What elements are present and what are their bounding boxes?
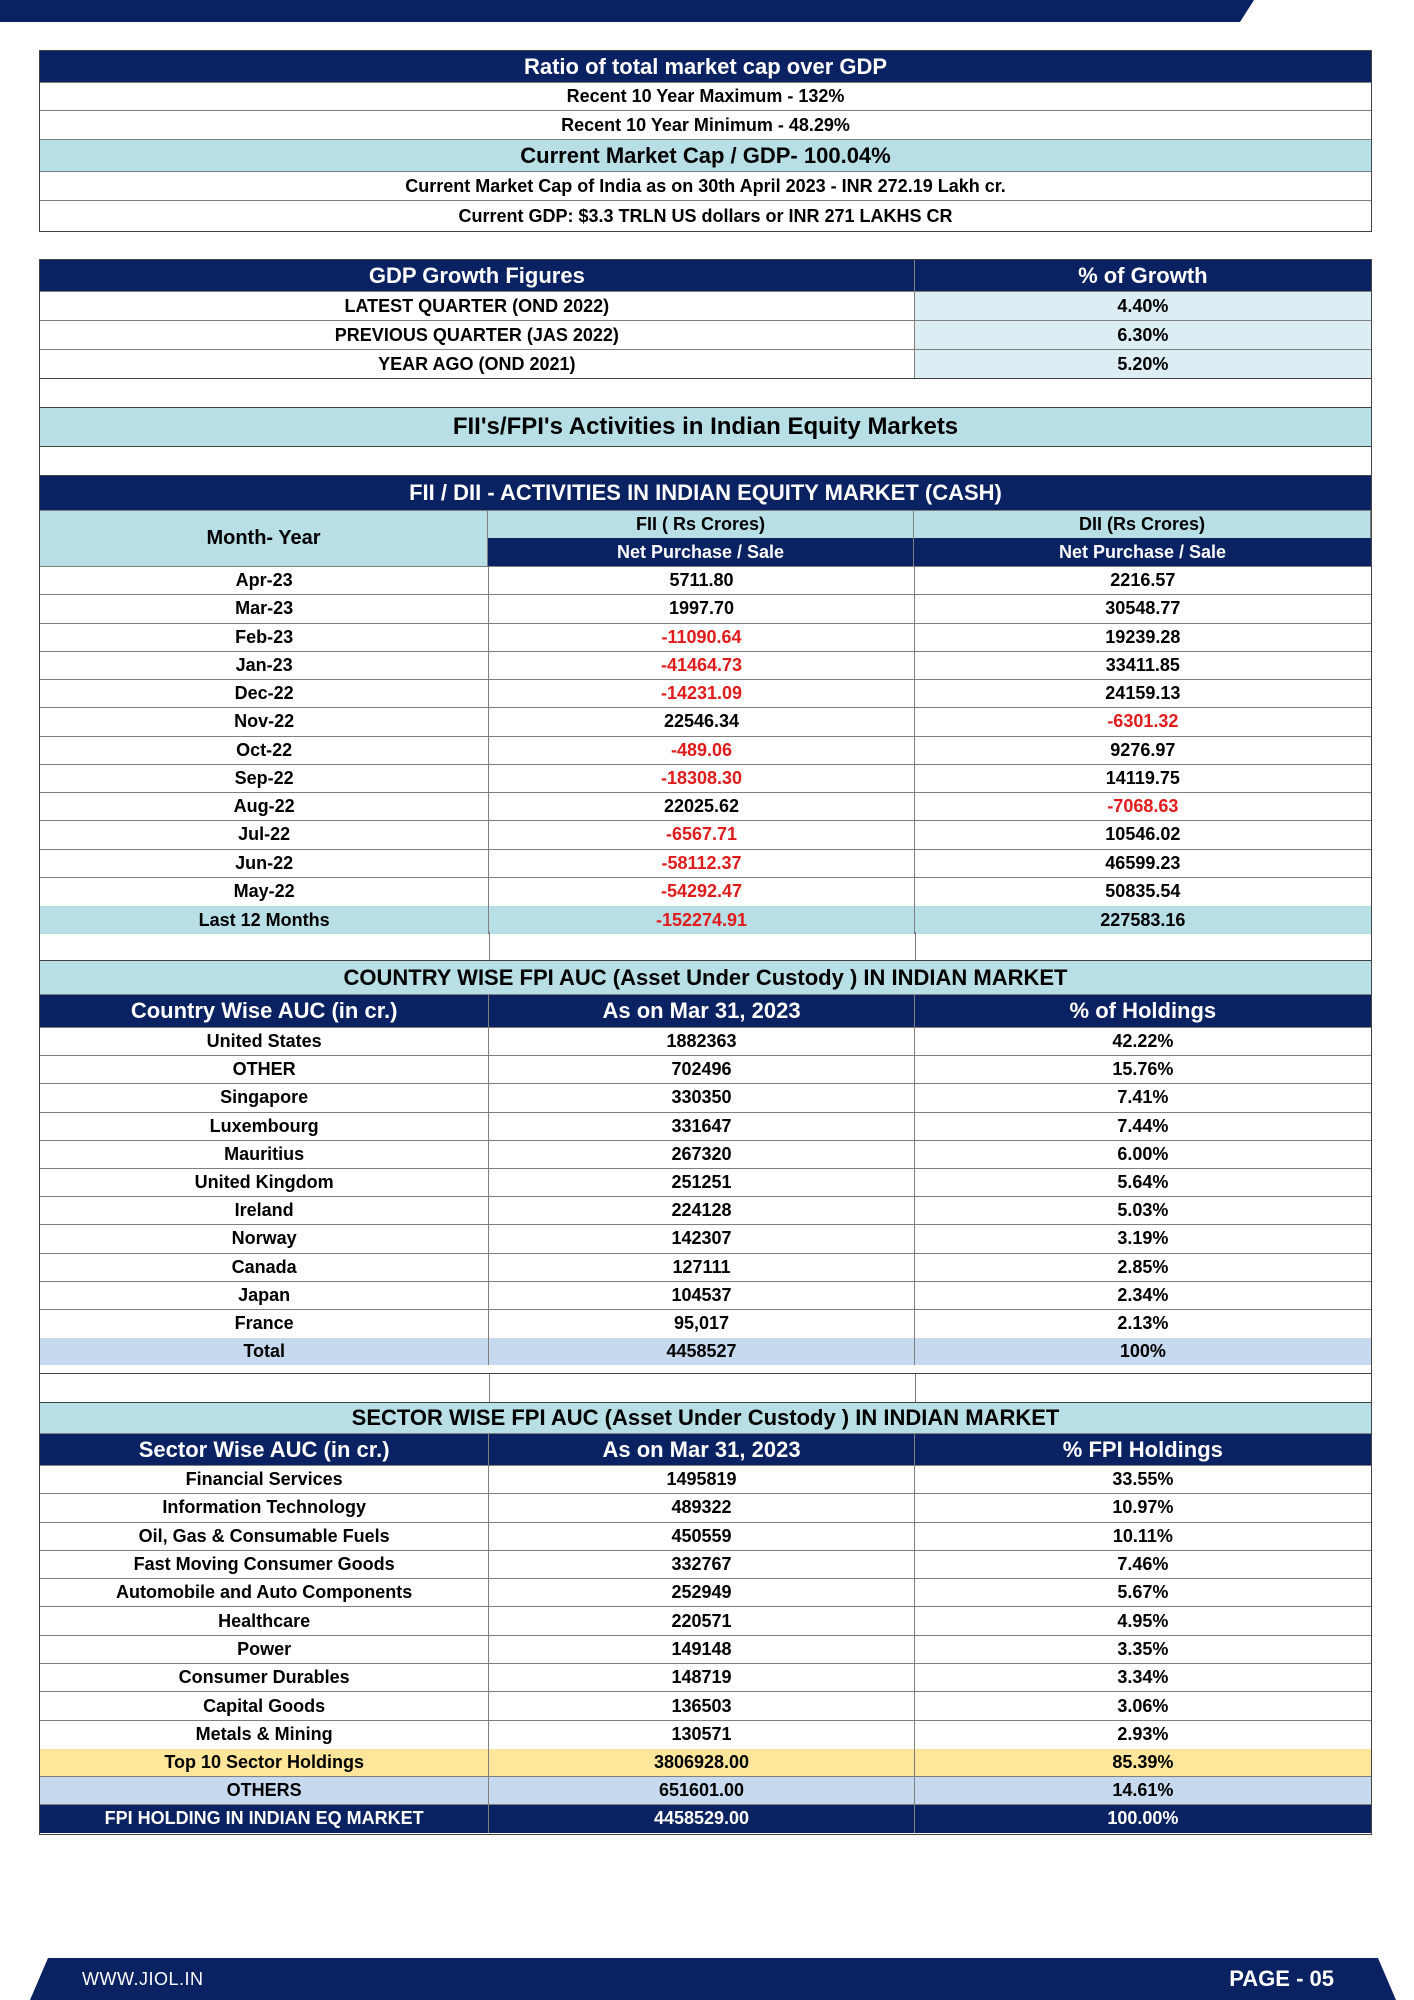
sector-name-cell: Consumer Durables — [40, 1664, 489, 1691]
fii-dii-title: FII / DII - ACTIVITIES IN INDIAN EQUITY MARKET (CASH) — [409, 480, 1002, 505]
gdp-row-value: 5.20% — [915, 350, 1371, 378]
country-name-cell: Ireland — [40, 1197, 489, 1224]
table-row — [40, 821, 1371, 849]
top10-label: Top 10 Sector Holdings — [40, 1749, 489, 1776]
sector-pct-cell: 10.11% — [1112, 1525, 1173, 1546]
sector-title: SECTOR WISE FPI AUC (Asset Under Custody ) IN INDIAN MARKET — [351, 1405, 1060, 1430]
country-name-cell: Luxembourg — [40, 1113, 489, 1140]
table-row — [40, 1494, 1371, 1522]
country-pct-cell: 6.00% — [1117, 1143, 1169, 1164]
country-pct-cell: 2.13% — [1117, 1313, 1169, 1334]
table-row — [40, 1692, 1371, 1720]
country-name-cell: France — [40, 1310, 489, 1338]
fii-value-cell: -14231.09 — [489, 680, 914, 707]
country-value-cell: 330350 — [489, 1084, 914, 1111]
gdp-row-label: LATEST QUARTER (OND 2022) — [40, 292, 915, 320]
table-row — [40, 595, 1371, 623]
month-cell: Jan-23 — [40, 652, 489, 679]
table-row — [40, 1197, 1371, 1225]
month-cell: Oct-22 — [40, 737, 489, 764]
table-row — [40, 1141, 1371, 1169]
table-row — [40, 1254, 1371, 1282]
table-row — [40, 1721, 1371, 1749]
country-name-cell: OTHER — [40, 1056, 489, 1083]
sector-auc-table — [39, 1402, 1372, 1835]
country-value-cell: 251251 — [489, 1169, 914, 1196]
table-row — [40, 652, 1371, 680]
country-value-cell: 104537 — [489, 1282, 914, 1309]
country-name-cell: Mauritius — [40, 1141, 489, 1168]
country-name-cell: Japan — [40, 1282, 489, 1309]
dii-total-value: 227583.16 — [1100, 909, 1186, 930]
fii-header: FII ( Rs Crores) — [488, 511, 913, 538]
sector-pct-header: % FPI Holdings — [1062, 1436, 1223, 1462]
current-ratio: Current Market Cap / GDP- 100.04% — [520, 142, 891, 168]
gdp-row-label: YEAR AGO (OND 2021) — [40, 350, 915, 378]
spacer-row — [39, 447, 1372, 475]
table-row — [40, 1113, 1371, 1141]
fii-value-cell: 22025.62 — [489, 793, 914, 820]
sector-value-cell: 1495819 — [489, 1466, 914, 1493]
dii-value-cell: 19239.28 — [1105, 626, 1181, 647]
dii-value-cell: 50835.54 — [1105, 881, 1181, 902]
table-row — [40, 850, 1371, 878]
footer-bar — [0, 1958, 1414, 2000]
sector-pct-cell: 4.95% — [1117, 1610, 1169, 1631]
fii-total-value: -152274.91 — [489, 906, 914, 934]
sector-pct-cell: 7.46% — [1117, 1554, 1169, 1575]
month-cell: Mar-23 — [40, 595, 489, 622]
table-row — [40, 1636, 1371, 1664]
sector-name-cell: Automobile and Auto Components — [40, 1579, 489, 1606]
fii-activities-banner — [39, 407, 1372, 447]
country-pct-cell: 5.03% — [1117, 1200, 1169, 1221]
fii-value-cell: 1997.70 — [489, 595, 914, 622]
current-market-cap: Current Market Cap of India as on 30th April 2023 - INR 272.19 Lakh cr. — [405, 175, 1006, 196]
growth-pct-header: % of Growth — [1078, 262, 1208, 288]
sector-name-cell: Oil, Gas & Consumable Fuels — [40, 1523, 489, 1550]
website-link[interactable]: WWW.JIOL.IN — [82, 1969, 204, 1989]
sector-pct-cell: 5.67% — [1117, 1582, 1169, 1603]
table-row — [40, 1225, 1371, 1253]
fii-total-label: Last 12 Months — [40, 906, 489, 934]
dii-header: DII (Rs Crores) — [914, 511, 1371, 538]
table-row — [40, 1664, 1371, 1692]
country-value-cell: 142307 — [489, 1225, 914, 1252]
country-value-cell: 331647 — [489, 1113, 914, 1140]
month-cell: Jun-22 — [40, 850, 489, 877]
sector-pct-cell: 33.55% — [1112, 1469, 1174, 1490]
sector-pct-cell: 3.06% — [1117, 1695, 1169, 1716]
country-rows — [40, 1028, 1371, 1338]
table-row — [40, 878, 1371, 906]
country-value-cell: 127111 — [489, 1254, 914, 1281]
gdp-row-label: PREVIOUS QUARTER (JAS 2022) — [40, 321, 915, 349]
fii-subheader: Net Purchase / Sale — [488, 538, 913, 566]
country-pct-header: % of Holdings — [1069, 998, 1217, 1023]
ten-year-max: Recent 10 Year Maximum - 132% — [566, 86, 845, 106]
spacer-row — [39, 1374, 1372, 1402]
gdp-growth-table — [39, 259, 1372, 379]
country-value-cell: 267320 — [489, 1141, 914, 1168]
sector-name-cell: Capital Goods — [40, 1692, 489, 1719]
month-cell: Jul-22 — [40, 821, 489, 848]
table-row — [40, 737, 1371, 765]
fii-value-cell: -58112.37 — [489, 850, 914, 877]
table-row — [40, 1607, 1371, 1635]
table-row — [40, 624, 1371, 652]
fpi-total-label: FPI HOLDING IN INDIAN EQ MARKET — [40, 1805, 489, 1833]
gdp-row-value: 6.30% — [915, 321, 1371, 349]
sector-name-cell: Metals & Mining — [40, 1721, 489, 1749]
country-name-cell: Norway — [40, 1225, 489, 1252]
fii-dii-table — [39, 475, 1372, 932]
sector-value-cell: 148719 — [489, 1664, 914, 1691]
table-row — [40, 1028, 1371, 1056]
dii-value-cell: 10546.02 — [1105, 824, 1181, 845]
dii-value-cell: 33411.85 — [1105, 654, 1180, 675]
month-cell: Dec-22 — [40, 680, 489, 707]
others-label: OTHERS — [40, 1777, 489, 1804]
country-value-cell: 1882363 — [489, 1028, 914, 1055]
sector-value-cell: 332767 — [489, 1551, 914, 1578]
sector-rows — [40, 1466, 1371, 1749]
country-pct-cell: 7.44% — [1117, 1115, 1169, 1136]
sector-value-cell: 130571 — [489, 1721, 914, 1749]
ten-year-min: Recent 10 Year Minimum - 48.29% — [561, 114, 850, 135]
country-pct-cell: 5.64% — [1117, 1172, 1169, 1193]
country-pct-cell: 2.85% — [1117, 1256, 1169, 1277]
sector-name-cell: Financial Services — [40, 1466, 489, 1493]
sector-name-cell: Fast Moving Consumer Goods — [40, 1551, 489, 1578]
table-row — [40, 1523, 1371, 1551]
table-row — [40, 680, 1371, 708]
table-row — [40, 1084, 1371, 1112]
table-row — [40, 1056, 1371, 1084]
month-year-header: Month- Year — [40, 511, 488, 566]
table-row — [40, 1579, 1371, 1607]
others-value: 651601.00 — [489, 1777, 914, 1804]
table-row — [40, 1551, 1371, 1579]
country-total-pct: 100% — [1119, 1341, 1166, 1362]
country-total-value: 4458527 — [489, 1338, 914, 1365]
fii-value-cell: -6567.71 — [489, 821, 914, 848]
dii-value-cell: 30548.77 — [1105, 598, 1181, 619]
dii-value-cell: 24159.13 — [1105, 683, 1181, 704]
sector-name-cell: Healthcare — [40, 1607, 489, 1634]
sector-value-cell: 220571 — [489, 1607, 914, 1634]
gdp-row-value: 4.40% — [915, 292, 1371, 320]
table-row — [40, 1282, 1371, 1310]
country-pct-cell: 15.76% — [1112, 1059, 1174, 1080]
sector-value-cell: 252949 — [489, 1579, 914, 1606]
dii-value-cell: 2216.57 — [1110, 570, 1176, 591]
country-value-cell: 224128 — [489, 1197, 914, 1224]
country-value-header: As on Mar 31, 2023 — [489, 995, 914, 1027]
table-row — [40, 567, 1371, 595]
country-total-label: Total — [40, 1338, 489, 1365]
country-col-header: Country Wise AUC (in cr.) — [40, 995, 489, 1027]
market-cap-gdp-table — [39, 50, 1372, 232]
fpi-total-pct: 100.00% — [1107, 1808, 1179, 1829]
dii-value-cell: 14119.75 — [1105, 767, 1180, 788]
fii-banner-text: FII's/FPI's Activities in Indian Equity Markets — [452, 413, 959, 440]
sector-value-header: As on Mar 31, 2023 — [489, 1434, 914, 1465]
table-row — [40, 1466, 1371, 1494]
dii-value-cell: 9276.97 — [1110, 739, 1176, 760]
country-pct-cell: 3.19% — [1117, 1228, 1169, 1249]
month-cell: Apr-23 — [40, 567, 489, 594]
sector-pct-cell: 2.93% — [1117, 1724, 1169, 1745]
fii-value-cell: -11090.64 — [489, 624, 914, 651]
country-name-cell: Singapore — [40, 1084, 489, 1111]
country-pct-cell: 7.41% — [1117, 1087, 1169, 1108]
sector-pct-cell: 3.35% — [1117, 1638, 1169, 1659]
spacer-row — [39, 932, 1372, 960]
fii-value-cell: -18308.30 — [489, 765, 914, 792]
country-pct-cell: 2.34% — [1117, 1284, 1169, 1305]
fii-value-cell: -41464.73 — [489, 652, 914, 679]
month-cell: Nov-22 — [40, 708, 489, 735]
sector-pct-cell: 3.34% — [1117, 1667, 1169, 1688]
top-banner-bar — [0, 0, 1414, 22]
country-value-cell: 702496 — [489, 1056, 914, 1083]
month-cell: Aug-22 — [40, 793, 489, 820]
table-row — [40, 1169, 1371, 1197]
table-row — [40, 793, 1371, 821]
month-cell: Feb-23 — [40, 624, 489, 651]
fii-value-cell: -54292.47 — [489, 878, 914, 906]
country-value-cell: 95,017 — [489, 1310, 914, 1338]
country-name-cell: United States — [40, 1028, 489, 1055]
fii-value-cell: 22546.34 — [489, 708, 914, 735]
table-row — [40, 1310, 1371, 1338]
dii-value-cell: -6301.32 — [1107, 711, 1179, 732]
dii-subheader: Net Purchase / Sale — [914, 538, 1371, 566]
fii-value-cell: 5711.80 — [489, 567, 914, 594]
dii-value-cell: -7068.63 — [1107, 796, 1179, 817]
country-name-cell: United Kingdom — [40, 1169, 489, 1196]
sector-value-cell: 149148 — [489, 1636, 914, 1663]
market-cap-title: Ratio of total market cap over GDP — [523, 53, 888, 79]
sector-pct-cell: 10.97% — [1112, 1497, 1174, 1518]
country-pct-cell: 42.22% — [1112, 1031, 1174, 1052]
month-cell: May-22 — [40, 878, 489, 906]
sector-col-header: Sector Wise AUC (in cr.) — [40, 1434, 489, 1465]
country-title: COUNTRY WISE FPI AUC (Asset Under Custody ) IN INDIAN MARKET — [343, 964, 1068, 990]
spacer-row — [39, 379, 1372, 407]
gdp-growth-header: GDP Growth Figures — [40, 260, 915, 291]
sector-name-cell: Power — [40, 1636, 489, 1663]
fii-value-cell: -489.06 — [489, 737, 914, 764]
country-auc-table — [39, 960, 1372, 1374]
dii-value-cell: 46599.23 — [1105, 852, 1181, 873]
country-name-cell: Canada — [40, 1254, 489, 1281]
table-row — [40, 708, 1371, 736]
sector-value-cell: 450559 — [489, 1523, 914, 1550]
sector-value-cell: 136503 — [489, 1692, 914, 1719]
fpi-total-value: 4458529.00 — [489, 1805, 914, 1833]
month-cell: Sep-22 — [40, 765, 489, 792]
table-row — [40, 765, 1371, 793]
sector-value-cell: 489322 — [489, 1494, 914, 1521]
page-number: PAGE - 05 — [1229, 1966, 1334, 1991]
sector-name-cell: Information Technology — [40, 1494, 489, 1521]
fii-dii-rows — [40, 567, 1371, 906]
top10-value: 3806928.00 — [489, 1749, 914, 1776]
current-gdp: Current GDP: $3.3 TRLN US dollars or INR 271 LAKHS CR — [458, 205, 953, 226]
others-pct: 14.61% — [1112, 1779, 1174, 1800]
top10-pct: 85.39% — [1112, 1751, 1174, 1772]
